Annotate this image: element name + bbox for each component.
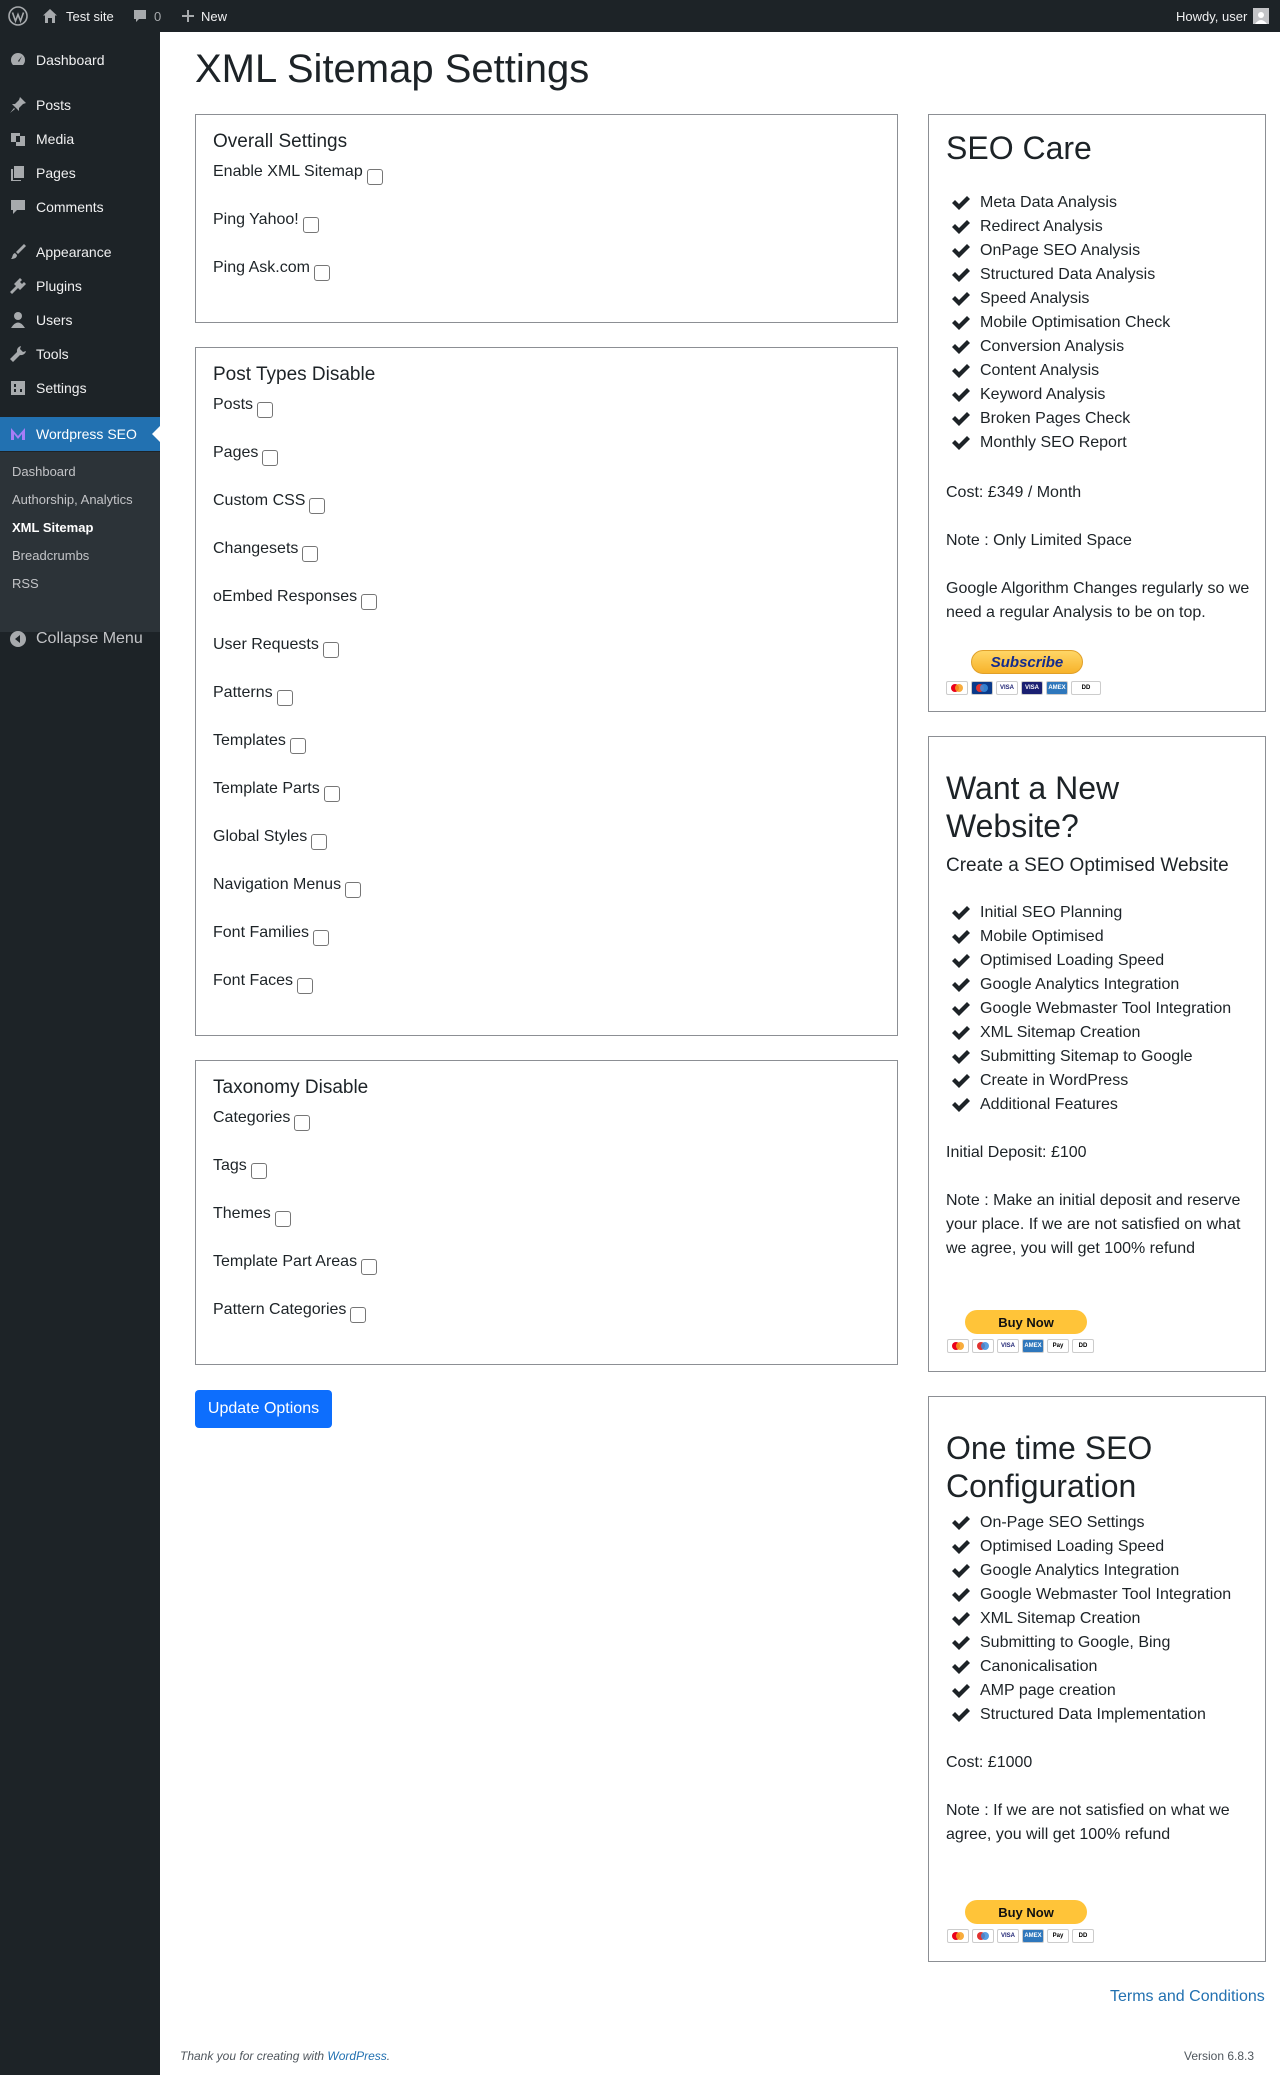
- list-item: Meta Data Analysis: [951, 191, 1170, 215]
- list-item: Submitting to Google, Bing: [951, 1631, 1231, 1655]
- checkbox[interactable]: [323, 642, 339, 658]
- my-account-link[interactable]: [1176, 0, 1269, 32]
- submenu-xml-sitemap[interactable]: XML Sitemap: [12, 520, 94, 535]
- cost-text: Cost: £1000: [946, 1754, 1033, 1771]
- menu-label: Pages: [36, 165, 76, 181]
- direct-debit-icon: DD: [1072, 1339, 1094, 1353]
- update-options-button[interactable]: Update Options: [195, 1390, 332, 1428]
- user-icon: [0, 311, 36, 329]
- list-item: Additional Features: [951, 1093, 1231, 1117]
- note-text: Note : Only Limited Space: [946, 532, 1132, 549]
- check-icon: [951, 1001, 971, 1017]
- media-icon: [0, 130, 36, 148]
- list-item: Speed Analysis: [951, 287, 1170, 311]
- visa-icon: VISA: [996, 681, 1018, 695]
- deposit-text: Initial Deposit: £100: [946, 1144, 1087, 1161]
- payment-cards: [946, 681, 1101, 695]
- checkbox[interactable]: [324, 786, 340, 802]
- payment-cards: [947, 1929, 1094, 1943]
- option-label: Pages: [213, 444, 259, 461]
- check-icon: [951, 1025, 971, 1041]
- option-posts[interactable]: [213, 396, 273, 414]
- feature-list: [951, 901, 1231, 1117]
- list-item: Redirect Analysis: [951, 215, 1170, 239]
- maestro-icon: [971, 681, 993, 695]
- collapse-label: Collapse Menu: [36, 630, 143, 647]
- list-item: Google Analytics Integration: [951, 1559, 1231, 1583]
- option-label: oEmbed Responses: [213, 588, 358, 605]
- box-title: Overall Settings: [213, 131, 348, 152]
- box-title: Post Types Disable: [213, 364, 376, 385]
- list-item: Structured Data Analysis: [951, 263, 1170, 287]
- home-icon: [42, 8, 58, 24]
- submenu-rss[interactable]: RSS: [12, 576, 39, 591]
- checkbox[interactable]: [275, 1211, 291, 1227]
- pin-icon: [0, 96, 36, 114]
- menu-label: Settings: [36, 380, 87, 396]
- list-item: Mobile Optimisation Check: [951, 311, 1170, 335]
- list-item: Mobile Optimised: [951, 925, 1231, 949]
- check-icon: [951, 1097, 971, 1113]
- submenu-breadcrumbs[interactable]: Breadcrumbs: [12, 548, 90, 563]
- option-label: Patterns: [213, 684, 273, 701]
- check-icon: [951, 1683, 971, 1699]
- check-icon: [951, 243, 971, 259]
- check-icon: [951, 1659, 971, 1675]
- check-icon: [951, 1515, 971, 1531]
- menu-item-settings[interactable]: [0, 371, 160, 405]
- checkbox[interactable]: [294, 1115, 310, 1131]
- menu-label: Users: [36, 312, 73, 328]
- list-item: Google Webmaster Tool Integration: [951, 997, 1231, 1021]
- menu-item-posts[interactable]: [0, 88, 160, 122]
- subscribe-button[interactable]: Subscribe: [971, 650, 1083, 674]
- option-custom-css[interactable]: [213, 492, 325, 510]
- option-pages[interactable]: [213, 444, 278, 462]
- list-item: Optimised Loading Speed: [951, 949, 1231, 973]
- option-label: Ping Yahoo!: [213, 211, 299, 228]
- checkbox[interactable]: [257, 402, 273, 418]
- check-icon: [951, 195, 971, 211]
- footer-version: Version 6.8.3: [1184, 2049, 1255, 2063]
- taxonomy-box: [195, 1060, 898, 1365]
- check-icon: [951, 1539, 971, 1555]
- option-changesets[interactable]: [213, 540, 318, 558]
- list-item: XML Sitemap Creation: [951, 1607, 1231, 1631]
- page-title: XML Sitemap Settings: [195, 47, 590, 91]
- submenu-authorship-analytics[interactable]: Authorship, Analytics: [12, 492, 133, 507]
- list-item: Google Webmaster Tool Integration: [951, 1583, 1231, 1607]
- list-item: Submitting Sitemap to Google: [951, 1045, 1231, 1069]
- box-heading: SEO Care: [946, 130, 1092, 166]
- check-icon: [951, 1635, 971, 1651]
- new-label: New: [201, 8, 228, 24]
- submenu-dashboard[interactable]: Dashboard: [12, 464, 76, 479]
- check-icon: [951, 267, 971, 283]
- option-tags[interactable]: [213, 1157, 267, 1175]
- maestro-icon: [972, 1339, 994, 1353]
- buy-now-button[interactable]: Buy Now: [965, 1900, 1087, 1924]
- comments-link[interactable]: [132, 0, 161, 32]
- option-user-requests[interactable]: [213, 636, 339, 654]
- note-text: Note : Make an initial deposit and reserve your place. If we are not satisfied on what we agree, you will get 100% refund: [946, 1192, 1241, 1257]
- check-icon: [951, 953, 971, 969]
- check-icon: [951, 1707, 971, 1723]
- site-name: Test site: [66, 8, 114, 24]
- checkbox[interactable]: [367, 169, 383, 185]
- box-subheading: Create a SEO Optimised Website: [946, 855, 1229, 876]
- check-icon: [951, 905, 971, 921]
- checkbox[interactable]: [262, 450, 278, 466]
- brush-icon: [0, 243, 36, 261]
- check-icon: [951, 1611, 971, 1627]
- note-text: Note : If we are not satisfied on what we agree, you will get 100% refund: [946, 1802, 1230, 1843]
- comment-icon: [0, 198, 36, 216]
- mastercard-icon: [947, 1339, 969, 1353]
- list-item: AMP page creation: [951, 1679, 1231, 1703]
- check-icon: [951, 1073, 971, 1089]
- check-icon: [951, 411, 971, 427]
- option-label: Navigation Menus: [213, 876, 342, 893]
- overall-settings-box: [195, 114, 898, 323]
- list-item: Google Analytics Integration: [951, 973, 1231, 997]
- mastercard-icon: [946, 681, 968, 695]
- new-content-link[interactable]: [181, 0, 227, 32]
- checkbox[interactable]: [361, 594, 377, 610]
- checkbox[interactable]: [303, 217, 319, 233]
- check-icon: [951, 387, 971, 403]
- checkbox[interactable]: [313, 930, 329, 946]
- menu-label: Comments: [36, 199, 104, 215]
- comment-icon: [132, 8, 148, 24]
- amex-icon: AMEX: [1022, 1929, 1044, 1943]
- option-label: Ping Ask.com: [213, 259, 310, 276]
- apple-pay-icon: Pay: [1047, 1339, 1069, 1353]
- list-item: OnPage SEO Analysis: [951, 239, 1170, 263]
- option-label: Template Part Areas: [213, 1253, 358, 1270]
- checkbox[interactable]: [311, 834, 327, 850]
- menu-label: Posts: [36, 97, 72, 113]
- menu-item-pages[interactable]: [0, 156, 160, 190]
- settings-icon: [0, 379, 36, 397]
- option-label: Tags: [213, 1157, 247, 1174]
- option-label: Posts: [213, 396, 254, 413]
- howdy-text: Howdy, user: [1176, 8, 1248, 24]
- option-global-styles[interactable]: [213, 828, 327, 846]
- list-item: Create in WordPress: [951, 1069, 1231, 1093]
- check-icon: [951, 435, 971, 451]
- menu-item-comments[interactable]: [0, 190, 160, 224]
- option-label: Pattern Categories: [213, 1301, 347, 1318]
- buy-now-button[interactable]: Buy Now: [965, 1310, 1087, 1334]
- check-icon: [951, 219, 971, 235]
- menu-item-wordpress-seo[interactable]: [0, 417, 160, 451]
- option-template-part-areas[interactable]: [213, 1253, 377, 1271]
- option-templates[interactable]: [213, 732, 306, 750]
- checkbox[interactable]: [302, 546, 318, 562]
- checkbox[interactable]: [345, 882, 361, 898]
- box-heading: One time SEO Configuration: [946, 1430, 1153, 1504]
- checkbox[interactable]: [290, 738, 306, 754]
- thanks-suffix: .: [386, 2049, 391, 2063]
- seo-submenu: [0, 452, 160, 632]
- option-label: Template Parts: [213, 780, 320, 797]
- option-pattern-categories[interactable]: [213, 1301, 366, 1319]
- visa-icon: VISA: [997, 1339, 1019, 1353]
- amex-icon: AMEX: [1046, 681, 1068, 695]
- wordpress-link[interactable]: WordPress: [327, 2049, 387, 2063]
- apple-pay-icon: Pay: [1047, 1929, 1069, 1943]
- menu-item-users[interactable]: [0, 303, 160, 337]
- payment-cards: [947, 1339, 1094, 1353]
- admin-bar: [0, 0, 1280, 32]
- list-item: XML Sitemap Creation: [951, 1021, 1231, 1045]
- comments-count: 0: [154, 8, 162, 24]
- box-heading: Want a New Website?: [946, 770, 1120, 844]
- option-ping-yahoo[interactable]: [213, 211, 319, 229]
- list-item: Keyword Analysis: [951, 383, 1170, 407]
- option-label: Changesets: [213, 540, 299, 557]
- option-label: Global Styles: [213, 828, 308, 845]
- seo-logo-icon: [0, 425, 36, 443]
- checkbox[interactable]: [297, 978, 313, 994]
- thanks-prefix: Thank you for creating with: [180, 2049, 328, 2063]
- option-oembed[interactable]: [213, 588, 377, 606]
- seo-care-box: [928, 114, 1266, 712]
- check-icon: [951, 339, 971, 355]
- list-item: Content Analysis: [951, 359, 1170, 383]
- collapse-menu-button[interactable]: [0, 622, 160, 656]
- checkbox[interactable]: [277, 690, 293, 706]
- feature-list: [951, 1511, 1231, 1727]
- visa-electron-icon: VISA: [1021, 681, 1043, 695]
- option-label: Themes: [213, 1205, 271, 1222]
- current-arrow: [152, 426, 160, 442]
- checkbox[interactable]: [309, 498, 325, 514]
- option-template-parts[interactable]: [213, 780, 340, 798]
- option-label: Font Families: [213, 924, 310, 941]
- plugin-icon: [0, 277, 36, 295]
- description-text: Google Algorithm Changes regularly so we need a regular Analysis to be on top.: [946, 580, 1250, 621]
- site-name-link[interactable]: [42, 0, 114, 32]
- collapse-icon: [0, 630, 36, 648]
- option-label: Categories: [213, 1109, 291, 1126]
- checkbox[interactable]: [361, 1259, 377, 1275]
- visa-icon: VISA: [997, 1929, 1019, 1943]
- checkbox[interactable]: [251, 1163, 267, 1179]
- new-website-box: [928, 736, 1266, 1372]
- admin-sidebar: [0, 32, 160, 2075]
- menu-label: Dashboard: [36, 52, 105, 68]
- menu-item-dashboard[interactable]: [0, 43, 160, 77]
- menu-item-appearance[interactable]: [0, 235, 160, 269]
- menu-item-plugins[interactable]: [0, 269, 160, 303]
- option-themes[interactable]: [213, 1205, 291, 1223]
- amex-icon: AMEX: [1022, 1339, 1044, 1353]
- wordpress-logo-icon[interactable]: [8, 0, 28, 32]
- check-icon: [951, 1563, 971, 1579]
- box-title: Taxonomy Disable: [213, 1077, 369, 1098]
- option-ping-ask[interactable]: [213, 259, 330, 277]
- dashboard-icon: [0, 51, 36, 69]
- option-label: Enable XML Sitemap: [213, 163, 363, 180]
- terms-and-conditions-link[interactable]: Terms and Conditions: [1110, 1988, 1265, 2005]
- option-label: User Requests: [213, 636, 319, 653]
- menu-label: Wordpress SEO: [36, 426, 137, 442]
- feature-list: [951, 191, 1170, 455]
- menu-label: Plugins: [36, 278, 82, 294]
- checkbox[interactable]: [314, 265, 330, 281]
- list-item: On-Page SEO Settings: [951, 1511, 1231, 1535]
- menu-label: Tools: [36, 346, 69, 362]
- option-patterns[interactable]: [213, 684, 293, 702]
- option-label: Templates: [213, 732, 286, 749]
- menu-item-media[interactable]: [0, 122, 160, 156]
- option-font-families[interactable]: [213, 924, 329, 942]
- check-icon: [951, 291, 971, 307]
- menu-item-tools[interactable]: [0, 337, 160, 371]
- check-icon: [951, 1587, 971, 1603]
- seo-configuration-box: [928, 1396, 1266, 1962]
- post-types-box: [195, 347, 898, 1036]
- option-enable-xml-sitemap[interactable]: [213, 163, 383, 181]
- mastercard-icon: [947, 1929, 969, 1943]
- option-label: Font Faces: [213, 972, 294, 989]
- check-icon: [951, 929, 971, 945]
- pages-icon: [0, 164, 36, 182]
- option-font-faces[interactable]: [213, 972, 313, 990]
- direct-debit-icon: DD: [1072, 1929, 1094, 1943]
- option-navigation-menus[interactable]: [213, 876, 361, 894]
- avatar: [1253, 8, 1269, 24]
- menu-label: Media: [36, 131, 75, 147]
- check-icon: [951, 363, 971, 379]
- list-item: Canonicalisation: [951, 1655, 1231, 1679]
- list-item: Optimised Loading Speed: [951, 1535, 1231, 1559]
- direct-debit-icon: DD: [1071, 681, 1101, 695]
- checkbox[interactable]: [350, 1307, 366, 1323]
- check-icon: [951, 1049, 971, 1065]
- cost-text: Cost: £349 / Month: [946, 484, 1082, 501]
- option-categories[interactable]: [213, 1109, 310, 1127]
- check-icon: [951, 315, 971, 331]
- check-icon: [951, 977, 971, 993]
- plus-icon: [181, 9, 195, 23]
- footer-thanks: [180, 2049, 390, 2063]
- option-label: Custom CSS: [213, 492, 306, 509]
- list-item: Conversion Analysis: [951, 335, 1170, 359]
- list-item: Structured Data Implementation: [951, 1703, 1231, 1727]
- list-item: Initial SEO Planning: [951, 901, 1231, 925]
- maestro-icon: [972, 1929, 994, 1943]
- list-item: Monthly SEO Report: [951, 431, 1170, 455]
- menu-label: Appearance: [36, 244, 112, 260]
- list-item: Broken Pages Check: [951, 407, 1170, 431]
- wrench-icon: [0, 345, 36, 363]
